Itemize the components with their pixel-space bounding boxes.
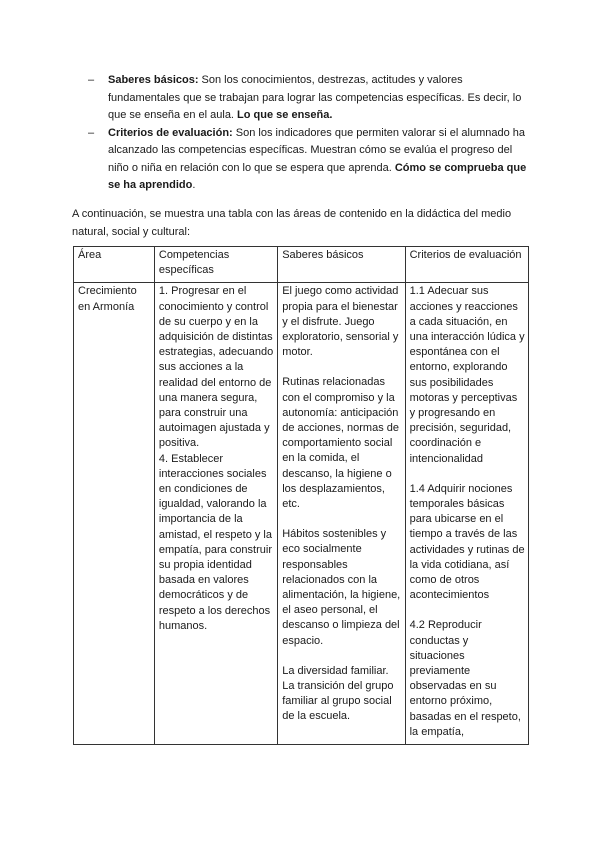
cell-area: Crecimiento en Armonía: [74, 283, 155, 745]
definition-term: Criterios de evaluación:: [108, 126, 233, 139]
header-saberes: Saberes básicos: [278, 247, 405, 283]
definition-emphasis: Cómo se comprueba que se ha aprendido: [108, 161, 527, 191]
criterio-item: 1.4 Adquirir nociones temporales básicas para ubicarse en el tiempo a través de las actividades y rutinas de la vida cotidiana, así como de otros acontecimientos: [409, 482, 525, 602]
content-areas-table: [73, 246, 529, 745]
definition-list: [88, 72, 528, 195]
table-row: [74, 283, 529, 745]
competencia-item: 1. Progresar en el conocimiento y control de su cuerpo y en la adquisición de distintas estrategias, adecuando sus acciones a la realidad del entorno de una manera segura, para construir una autoimagen ajustada y positiva.: [158, 285, 274, 450]
definition-term: Saberes básicos:: [108, 74, 199, 86]
definition-emphasis: Lo que se enseña.: [237, 109, 333, 121]
saber-item: Rutinas relacionadas con el compromiso y la autonomía: anticipación de acciones, normas de comportamiento social en la comida, el descanso, la higiene o los desplazamientos, etc.: [282, 376, 400, 511]
intro-paragraph: A continuación, se muestra una tabla con las áreas de contenido en la didáctica del medio natural, social y cultural:: [72, 208, 512, 238]
cell-competencias: [154, 283, 277, 745]
cell-saberes: [278, 283, 405, 745]
header-competencias: Competencias específicas: [154, 247, 277, 283]
bullet-dash: –: [88, 126, 95, 139]
saber-item: La diversidad familiar. La transición del grupo familiar al grupo social de la escuela.: [282, 664, 394, 723]
criterio-item: 1.1 Adecuar sus acciones y reacciones a cada situación, en una interacción lúdica y espontánea con el entorno, explorando sus posibilidades motoras y perceptivas y progresando en precisión, seguridad, coordinación e intencionalidad: [409, 285, 525, 465]
bullet-dash: –: [88, 74, 95, 86]
table-header-row: [74, 247, 529, 283]
definition-text: Son los conocimientos, destrezas, actitudes y valores fundamentales que se trabajan para lograr las competencias específicas. Es decir, lo que se enseña en el aula.: [108, 74, 522, 121]
saber-item: El juego como actividad propia para el bienestar y el disfrute. Juego exploratorio, sensorial y motor.: [282, 285, 399, 359]
header-area: Área: [74, 247, 155, 283]
definition-tail: .: [192, 179, 196, 191]
header-criterios: Criterios de evaluación: [405, 247, 528, 283]
cell-criterios: [405, 283, 528, 745]
saber-item: Hábitos sostenibles y eco socialmente responsables relacionados con la alimentación, la higiene, el aseo personal, el descanso o limpieza del espacio.: [282, 528, 401, 647]
competencia-item: 4. Establecer interacciones sociales en condiciones de igualdad, valorando la importancia de la amistad, el respeto y la empatía, para construir su propia identidad basada en valores democráticos y de respeto a los derechos humanos.: [158, 452, 272, 632]
criterio-item: 4.2 Reproducir conductas y situaciones previamente observadas en su entorno próximo, basadas en el respeto, la empatía,: [409, 619, 521, 738]
definition-criterios-evaluacion: [88, 125, 528, 195]
definition-text: Son los indicadores que permiten valorar si el alumnado ha alcanzado las competencias específicas. Muestran cómo se evalúa el progreso del niño o niña en relación con lo que se espera que aprenda.: [108, 126, 525, 174]
definition-saberes-basicos: [88, 72, 528, 125]
